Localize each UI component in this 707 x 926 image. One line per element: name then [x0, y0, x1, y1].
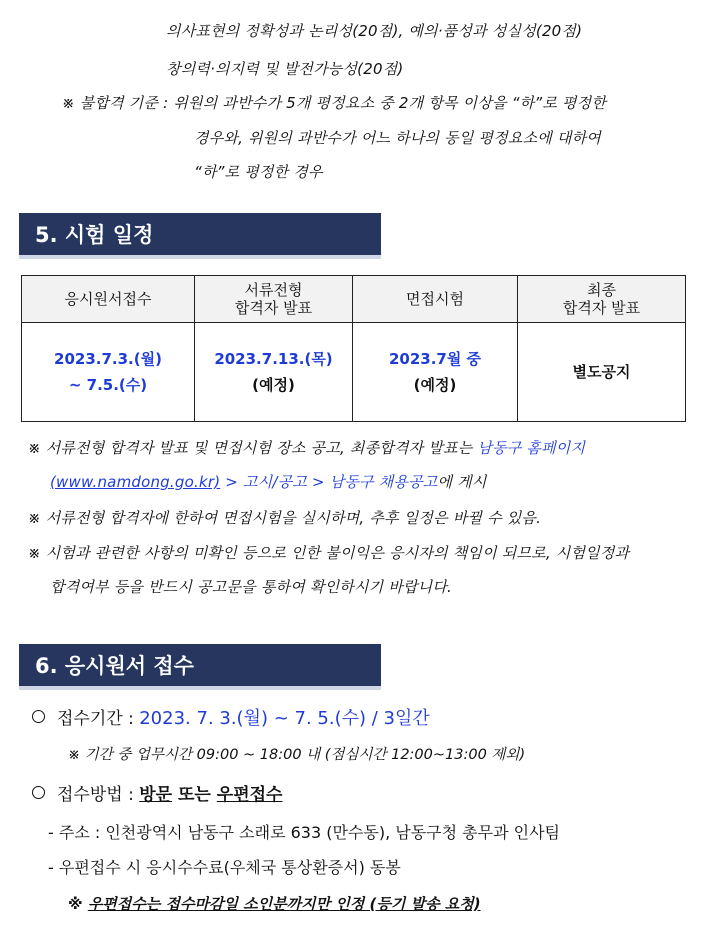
schedule-header-row — [22, 276, 686, 323]
circle-bullet-icon — [32, 786, 45, 799]
period-value: 2023. 7. 3.(월) ~ 7. 5.(수) / 3일간 — [139, 708, 430, 729]
note-interview: ※ 서류전형 합격자에 한하여 면접시험을 실시하며, 추후 일정은 바뀔 수 있음. — [28, 509, 542, 527]
schedule-value-row — [22, 323, 686, 422]
note-responsibility-2: 합격여부 등을 반드시 공고문을 통하여 확인하시기 바랍니다. — [50, 578, 453, 596]
header-final-result: 최종 합격자 발표 — [518, 276, 686, 323]
cell-application-dates: 2023.7.3.(월) ~ 7.5.(수) — [22, 323, 195, 422]
homepage-link[interactable]: 남동구 홈페이지 — [477, 439, 586, 457]
postal-note: ※ 우편접수는 접수마감일 소인분까지만 인정 (등기 발송 요청) — [68, 895, 481, 913]
method-post: 우편접수 — [216, 785, 283, 805]
method-visit: 방문 — [139, 785, 173, 805]
cell-interview-date: 2023.7월 중 (예정) — [353, 323, 518, 422]
section-6-title: 6. 응시원서 접수 — [35, 654, 194, 678]
method-label: 접수방법 : — [57, 785, 140, 805]
fail-note-line-3: “하”로 평정한 경우 — [194, 163, 323, 181]
header-application: 응시원서접수 — [22, 276, 195, 323]
postal-fee: - 우편접수 시 응시수수료(우체국 통상환증서) 동봉 — [48, 858, 401, 877]
note-announcement: ※ 서류전형 합격자 발표 및 면접시험 장소 공고, 최종합격자 발표는 남동구 홈페이지 — [28, 439, 586, 457]
criteria-line-1: 의사표현의 정확성과 논리성(20점), 예의·품성과 성실성(20점) — [166, 22, 583, 40]
method-row: 접수방법 : 방문 또는 우편접수 — [32, 780, 282, 805]
homepage-url-link[interactable]: (www.namdong.go.kr) — [50, 473, 221, 491]
schedule-table — [21, 275, 686, 422]
section-6-header — [19, 644, 381, 690]
note-announcement-cont: (www.namdong.go.kr) > 고시/공고 > 남동구 채용공고에 게시 — [50, 473, 487, 491]
fail-note-line-1: 위원의 과반수가 5개 평정요소 중 2개 항목 이상을 “하”로 평정한 — [173, 94, 607, 112]
period-note: ※ 기간 중 업무시간 09:00 ~ 18:00 내 (점심시간 12:00~13:00 제외) — [68, 747, 526, 763]
criteria-line-2: 창의력·의지력 및 발전가능성(20점) — [166, 60, 404, 78]
section-5-title: 5. 시험 일정 — [35, 223, 154, 247]
fail-note-line-2: 경우와, 위원의 과반수가 어느 하나의 동일 평정요소에 대하여 — [194, 129, 601, 147]
address: - 주소 : 인천광역시 남동구 소래로 633 (만수동), 남동구청 총무과 인사팀 — [48, 823, 560, 842]
board-path: > 고시/공고 > 남동구 채용공고 — [220, 473, 438, 491]
header-interview: 면접시험 — [353, 276, 518, 323]
header-document-result: 서류전형 합격자 발표 — [195, 276, 353, 323]
fail-criteria-note — [62, 92, 606, 113]
cell-document-result-date: 2023.7.13.(목) (예정) — [195, 323, 353, 422]
circle-bullet-icon — [32, 710, 45, 723]
period-label: 접수기간 : — [57, 709, 140, 729]
period-row — [32, 704, 430, 730]
cell-final-result: 별도공지 — [518, 323, 686, 422]
note-responsibility-1: ※ 시험과 관련한 사항의 미확인 등으로 인한 불이익은 응시자의 책임이 되므로, 시험일정과 — [28, 544, 630, 562]
fail-note-prefix: ※ 불합격 기준 : — [62, 94, 174, 112]
section-5-header — [19, 213, 381, 259]
